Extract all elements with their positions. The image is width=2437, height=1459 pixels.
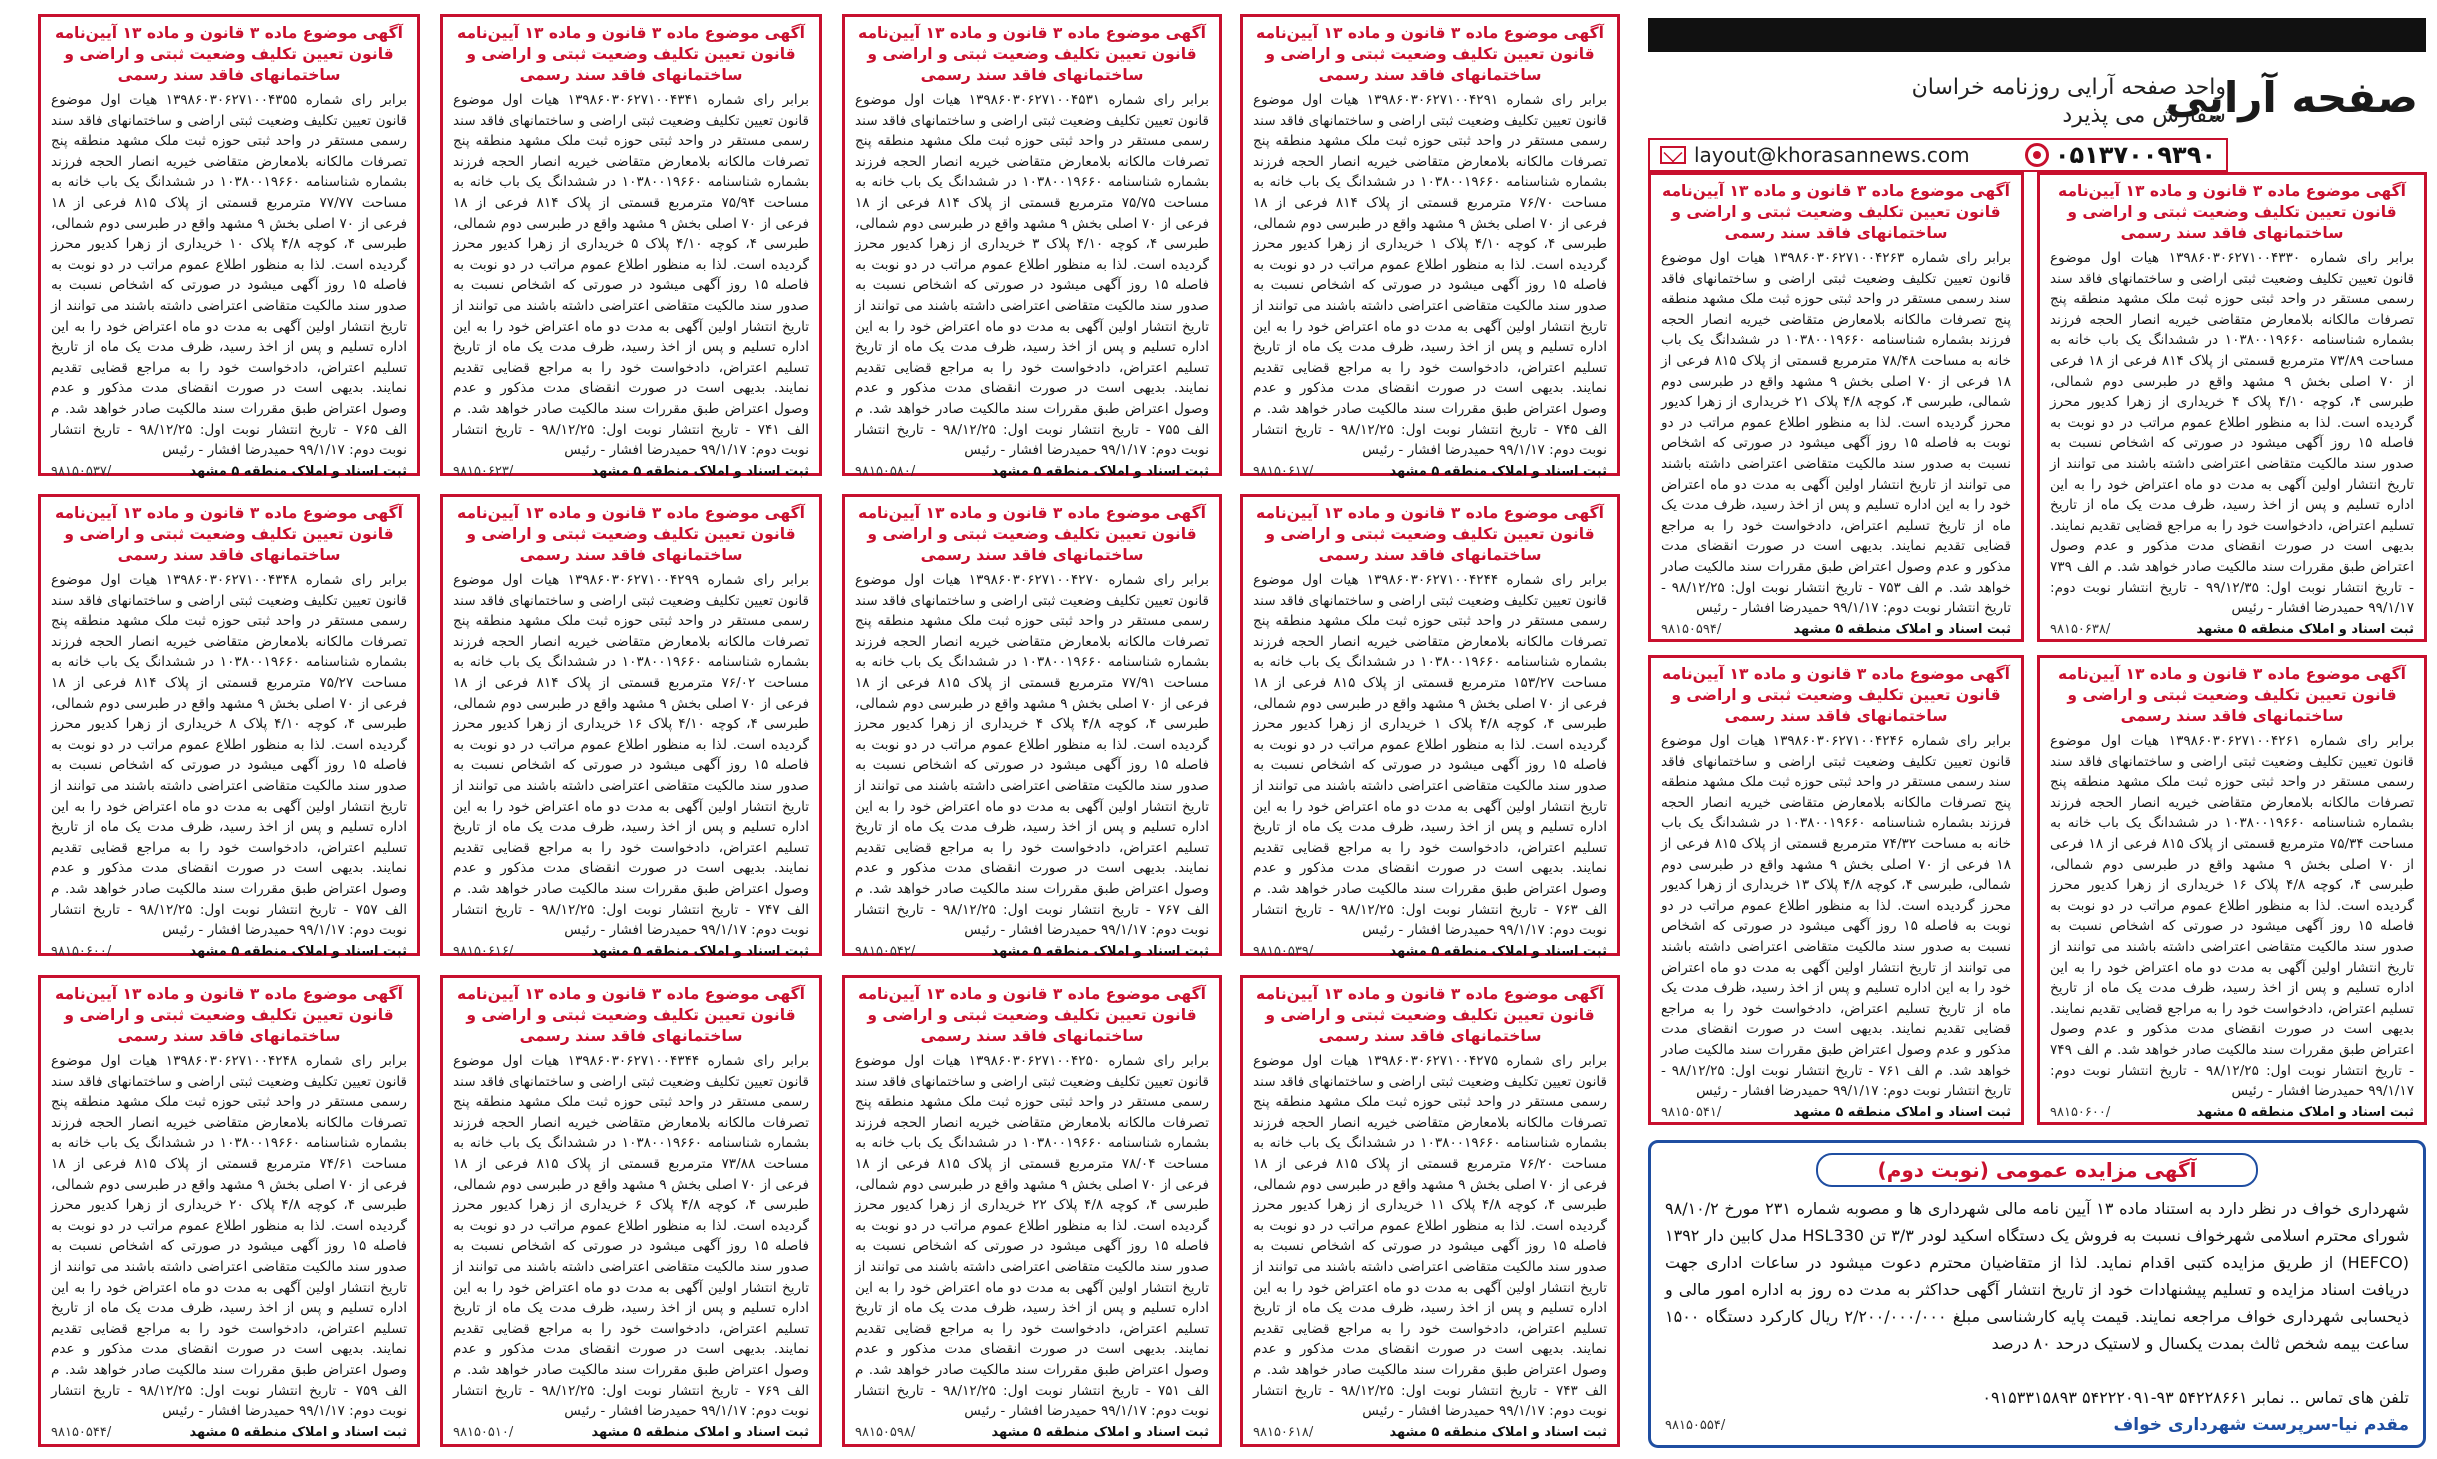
ad-box bbox=[1648, 172, 2024, 642]
ad-title: آگهی موضوع ماده ۳ قانون و ماده ۱۳ آیین‌نامه قانون تعیین تکلیف وضعیت ثبتی و اراضی و ساختمانهای فاقد سند رسمی bbox=[858, 985, 1206, 1045]
header-black-bar bbox=[1648, 18, 2426, 52]
ad-box bbox=[842, 975, 1222, 1447]
ad-box bbox=[440, 975, 822, 1447]
ad-title: آگهی موضوع ماده ۳ قانون و ماده ۱۳ آیین‌نامه قانون تعیین تکلیف وضعیت ثبتی و اراضی و ساختمانهای فاقد سند رسمی bbox=[858, 24, 1206, 84]
ad-box bbox=[38, 494, 420, 959]
ad-code: ۹۸۱۵۰۵۴۱/ bbox=[1661, 1104, 1722, 1120]
ad-code: ۹۸۱۵۰۵۳۷/ bbox=[51, 463, 112, 479]
ad-code: ۹۸۱۵۰۶۱۶/ bbox=[453, 943, 514, 959]
ad-footer bbox=[453, 1424, 809, 1442]
phone-icon bbox=[2025, 143, 2049, 167]
ad-issuer: ثبت اسناد و املاک منطقه ۵ مشهد bbox=[1389, 943, 1607, 959]
ad-footer bbox=[51, 463, 407, 481]
ad-body: برابر رای شماره ۱۳۹۸۶۰۳۰۶۲۷۱۰۰۴۲۹۹ هیات اول موضوع قانون تعیین تکلیف وضعیت ثبتی اراضی و ساختمانهای فاقد سند رسمی مستقر در واحد ثبتی حوزه ثبت ملک مشهد منطقه پنج تصرفات مالکانه بلامعارض متقاضی خیریه انصار الحجه فرزند بشماره شناسنامه ۱۰۳۸۰۰۱۹۶۶۰ در ششدانگ یک باب خانه به مساحت ۷۶/۰۲ مترمربع قسمتی از پلاک ۸۱۴ فرعی از ۱۸ فرعی از ۷۰ اصلی بخش ۹ مشهد واقع در طبرسی دوم شمالی، طبرسی ۴، کوچه ۴/۱۰ پلاک ۱۶ خریداری از زهرا کدیور محرز گردیده است. لذا به منظور اطلاع عموم مراتب در دو نوبت به فاصله ۱۵ روز آگهی میشود در صورتی که اشخاص نسبت به صدور سند مالکیت متقاضی اعتراضی داشته باشند می توانند از تاریخ انتشار اولین آگهی به مدت دو ماه اعتراض خود را به این اداره تسلیم و پس از اخذ رسید، ظرف مدت یک ماه از تاریخ تسلیم اعتراض، دادخواست خود را به مراجع قضایی تقدیم نمایند. بدیهی است در صورت انقضای مدت مذکور و عدم وصول اعتراض طبق مقررات سند مالکیت صادر خواهد شد. م الف ۷۴۷ - تاریخ انتشار نوبت اول: ۹۸/۱۲/۲۵ - تاریخ انتشار نوبت دوم: ۹۹/۱/۱۷ حمیدرضا افشار - رئیس bbox=[453, 572, 809, 939]
email-contact[interactable] bbox=[1660, 143, 1970, 167]
ad-code: ۹۸۱۵۰۵۹۸/ bbox=[855, 1424, 916, 1440]
ad-issuer: ثبت اسناد و املاک منطقه ۵ مشهد bbox=[991, 1424, 1209, 1440]
ad-title: آگهی موضوع ماده ۳ قانون و ماده ۱۳ آیین‌نامه قانون تعیین تکلیف وضعیت ثبتی و اراضی و ساختمانهای فاقد سند رسمی bbox=[1256, 24, 1604, 84]
ad-footer bbox=[1253, 463, 1607, 481]
ad-box bbox=[1240, 975, 1620, 1447]
ad-box bbox=[1648, 655, 2024, 1125]
ad-body: برابر رای شماره ۱۳۹۸۶۰۳۰۶۲۷۱۰۰۴۳۴۱ هیات اول موضوع قانون تعیین تکلیف وضعیت ثبتی اراضی و ساختمانهای فاقد سند رسمی مستقر در واحد ثبتی حوزه ثبت ملک مشهد منطقه پنج تصرفات مالکانه بلامعارض متقاضی خیریه انصار الحجه فرزند بشماره شناسنامه ۱۰۳۸۰۰۱۹۶۶۰ در ششدانگ یک باب خانه به مساحت ۷۵/۹۴ مترمربع قسمتی از پلاک ۸۱۴ فرعی از ۱۸ فرعی از ۷۰ اصلی بخش ۹ مشهد واقع در طبرسی دوم شمالی، طبرسی ۴، کوچه ۴/۱۰ پلاک ۵ خریداری از زهرا کدیور محرز گردیده است. لذا به منظور اطلاع عموم مراتب در دو نوبت به فاصله ۱۵ روز آگهی میشود در صورتی که اشخاص نسبت به صدور سند مالکیت متقاضی اعتراضی داشته باشند می توانند از تاریخ انتشار اولین آگهی به مدت دو ماه اعتراض خود را به این اداره تسلیم و پس از اخذ رسید، ظرف مدت یک ماه از تاریخ تسلیم اعتراض، دادخواست خود را به مراجع قضایی تقدیم نمایند. بدیهی است در صورت انقضای مدت مذکور و عدم وصول اعتراض طبق مقررات سند مالکیت صادر خواهد شد. م الف ۷۴۱ - تاریخ انتشار نوبت اول: ۹۸/۱۲/۲۵ - تاریخ انتشار نوبت دوم: ۹۹/۱/۱۷ حمیدرضا افشار - رئیس bbox=[453, 92, 809, 459]
auction-title-wrap bbox=[1665, 1153, 2409, 1187]
ad-body: برابر رای شماره ۱۳۹۸۶۰۳۰۶۲۷۱۰۰۴۲۶۱ هیات اول موضوع قانون تعیین تکلیف وضعیت ثبتی اراضی و ساختمانهای فاقد سند رسمی مستقر در واحد ثبتی حوزه ثبت ملک مشهد منطقه پنج تصرفات مالکانه بلامعارض متقاضی خیریه انصار الحجه فرزند بشماره شناسنامه ۱۰۳۸۰۰۱۹۶۶۰ در ششدانگ یک باب خانه به مساحت ۷۵/۳۴ مترمربع قسمتی از پلاک ۸۱۵ فرعی از ۱۸ فرعی از ۷۰ اصلی بخش ۹ مشهد واقع در طبرسی دوم شمالی، طبرسی ۴، کوچه ۴/۸ پلاک ۱۶ خریداری از زهرا کدیور محرز گردیده است. لذا به منظور اطلاع عموم مراتب در دو نوبت به فاصله ۱۵ روز آگهی میشود در صورتی که اشخاص نسبت به صدور سند مالکیت متقاضی اعتراضی داشته باشند می توانند از تاریخ انتشار اولین آگهی به مدت دو ماه اعتراض خود را به این اداره تسلیم و پس از اخذ رسید، ظرف مدت یک ماه از تاریخ تسلیم اعتراض، دادخواست خود را به مراجع قضایی تقدیم نمایند. بدیهی است در صورت انقضای مدت مذکور و عدم وصول اعتراض طبق مقررات سند مالکیت صادر خواهد شد. م الف ۷۴۹ - تاریخ انتشار نوبت اول: ۹۸/۱۲/۲۵ - تاریخ انتشار نوبت دوم: ۹۹/۱/۱۷ حمیدرضا افشار - رئیس bbox=[2050, 733, 2415, 1100]
ad-title: آگهی موضوع ماده ۳ قانون و ماده ۱۳ آیین‌نامه قانون تعیین تکلیف وضعیت ثبتی و اراضی و ساختمانهای فاقد سند رسمی bbox=[1256, 504, 1604, 564]
ad-issuer: ثبت اسناد و املاک منطقه ۵ مشهد bbox=[991, 943, 1209, 959]
ad-title: آگهی موضوع ماده ۳ قانون و ماده ۱۳ آیین‌نامه قانون تعیین تکلیف وضعیت ثبتی و اراضی و ساختمانهای فاقد سند رسمی bbox=[55, 985, 403, 1045]
ad-box bbox=[38, 14, 420, 479]
ad-box bbox=[2037, 172, 2427, 642]
ad-footer bbox=[1661, 621, 2011, 639]
ad-body: برابر رای شماره ۱۳۹۸۶۰۳۰۶۲۷۱۰۰۴۵۳۱ هیات اول موضوع قانون تعیین تکلیف وضعیت ثبتی اراضی و ساختمانهای فاقد سند رسمی مستقر در واحد ثبتی حوزه ثبت ملک مشهد منطقه پنج تصرفات مالکانه بلامعارض متقاضی خیریه انصار الحجه فرزند بشماره شناسنامه ۱۰۳۸۰۰۱۹۶۶۰ در ششدانگ یک باب خانه به مساحت ۷۵/۷۵ مترمربع قسمتی از پلاک ۸۱۴ فرعی از ۱۸ فرعی از ۷۰ اصلی بخش ۹ مشهد واقع در طبرسی دوم شمالی، طبرسی ۴، کوچه ۴/۱۰ پلاک ۳ خریداری از زهرا کدیور محرز گردیده است. لذا به منظور اطلاع عموم مراتب در دو نوبت به فاصله ۱۵ روز آگهی میشود در صورتی که اشخاص نسبت به صدور سند مالکیت متقاضی اعتراضی داشته باشند می توانند از تاریخ انتشار اولین آگهی به مدت دو ماه اعتراض خود را به این اداره تسلیم و پس از اخذ رسید، ظرف مدت یک ماه از تاریخ تسلیم اعتراض، دادخواست خود را به مراجع قضایی تقدیم نمایند. بدیهی است در صورت انقضای مدت مذکور و عدم وصول اعتراض طبق مقررات سند مالکیت صادر خواهد شد. م الف ۷۵۵ - تاریخ انتشار نوبت اول: ۹۸/۱۲/۲۵ - تاریخ انتشار نوبت دوم: ۹۹/۱/۱۷ حمیدرضا افشار - رئیس bbox=[855, 92, 1209, 459]
header-subtitle-line2: سفارش می پذیرد bbox=[2062, 103, 2226, 128]
ad-footer bbox=[1253, 1424, 1607, 1442]
ad-body: برابر رای شماره ۱۳۹۸۶۰۳۰۶۲۷۱۰۰۴۳۴۸ هیات اول موضوع قانون تعیین تکلیف وضعیت ثبتی اراضی و ساختمانهای فاقد سند رسمی مستقر در واحد ثبتی حوزه ثبت ملک مشهد منطقه پنج تصرفات مالکانه بلامعارض متقاضی خیریه انصار الحجه فرزند بشماره شناسنامه ۱۰۳۸۰۰۱۹۶۶۰ در ششدانگ یک باب خانه به مساحت ۷۵/۲۷ مترمربع قسمتی از پلاک ۸۱۴ فرعی از ۱۸ فرعی از ۷۰ اصلی بخش ۹ مشهد واقع در طبرسی دوم شمالی، طبرسی ۴، کوچه ۴/۱۰ پلاک ۸ خریداری از زهرا کدیور محرز گردیده است. لذا به منظور اطلاع عموم مراتب در دو نوبت به فاصله ۱۵ روز آگهی میشود در صورتی که اشخاص نسبت به صدور سند مالکیت متقاضی اعتراضی داشته باشند می توانند از تاریخ انتشار اولین آگهی به مدت دو ماه اعتراض خود را به این اداره تسلیم و پس از اخذ رسید، ظرف مدت یک ماه از تاریخ تسلیم اعتراض، دادخواست خود را به مراجع قضایی تقدیم نمایند. بدیهی است در صورت انقضای مدت مذکور و عدم وصول اعتراض طبق مقررات سند مالکیت صادر خواهد شد. م الف ۷۵۷ - تاریخ انتشار نوبت اول: ۹۸/۱۲/۲۵ - تاریخ انتشار نوبت دوم: ۹۹/۱/۱۷ حمیدرضا افشار - رئیس bbox=[51, 572, 407, 939]
mail-icon bbox=[1660, 146, 1686, 164]
ad-footer bbox=[855, 943, 1209, 961]
ad-issuer: ثبت اسناد و املاک منطقه ۵ مشهد bbox=[1389, 1424, 1607, 1440]
ad-issuer: ثبت اسناد و املاک منطقه ۵ مشهد bbox=[2196, 1104, 2414, 1120]
ad-issuer: ثبت اسناد و املاک منطقه ۵ مشهد bbox=[189, 943, 407, 959]
auction-code: ۹۸۱۵۰۵۵۴/ bbox=[1665, 1417, 1726, 1433]
ad-issuer: ثبت اسناد و املاک منطقه ۵ مشهد bbox=[189, 1424, 407, 1440]
ad-box bbox=[842, 494, 1222, 959]
auction-body: شهرداری خواف در نظر دارد به استناد ماده ۱۳ آیین نامه مالی شهرداری ها و مصوبه شماره ۲۳۱ مورخ ۹۸/۱۰/۲ شورای محترم اسلامی شهرخواف نسبت به فروش یک دستگاه اسکید لودر ۳/۳ تن HSL330 مدل کابین دار ۱۳۹۲ (HEFCO) از طریق مزایده کتبی اقدام نماید. لذا از متقاضیان محترم دعوت میشود در ساعات اداری جهت دریافت اسناد مزایده و تسلیم پیشنهادات خود از تاریخ انتشار آگهی حداکثر به مدت ده روز به اداره امور مالی و ذیحسابی شهرداری خواف مراجعه نمایند. قیمت پایه کارشناسی مبلغ ۲/۲۰۰/۰۰۰/۰۰۰ ریال کارکرد دستگاه ۱۵۰۰ ساعت بیمه شخص ثالث بمدت یکسال و لاستیک درحد ۸۰ درصد bbox=[1665, 1199, 2410, 1353]
ad-footer bbox=[855, 463, 1209, 481]
ad-title: آگهی موضوع ماده ۳ قانون و ماده ۱۳ آیین‌نامه قانون تعیین تکلیف وضعیت ثبتی و اراضی و ساختمانهای فاقد سند رسمی bbox=[55, 504, 403, 564]
phone-contact[interactable] bbox=[2025, 141, 2216, 169]
ad-issuer: ثبت اسناد و املاک منطقه ۵ مشهد bbox=[591, 1424, 809, 1440]
ad-box bbox=[1240, 14, 1620, 479]
ad-body: برابر رای شماره ۱۳۹۸۶۰۳۰۶۲۷۱۰۰۴۲۹۱ هیات اول موضوع قانون تعیین تکلیف وضعیت ثبتی اراضی و ساختمانهای فاقد سند رسمی مستقر در واحد ثبتی حوزه ثبت ملک مشهد منطقه پنج تصرفات مالکانه بلامعارض متقاضی خیریه انصار الحجه فرزند بشماره شناسنامه ۱۰۳۸۰۰۱۹۶۶۰ در ششدانگ یک باب خانه به مساحت ۷۶/۷۰ مترمربع قسمتی از پلاک ۸۱۴ فرعی از ۱۸ فرعی از ۷۰ اصلی بخش ۹ مشهد واقع در طبرسی دوم شمالی، طبرسی ۴، کوچه ۴/۱۰ پلاک ۱ خریداری از زهرا کدیور محرز گردیده است. لذا به منظور اطلاع عموم مراتب در دو نوبت به فاصله ۱۵ روز آگهی میشود در صورتی که اشخاص نسبت به صدور سند مالکیت متقاضی اعتراضی داشته باشند می توانند از تاریخ انتشار اولین آگهی به مدت دو ماه اعتراض خود را به این اداره تسلیم و پس از اخذ رسید، ظرف مدت یک ماه از تاریخ تسلیم اعتراض، دادخواست خود را به مراجع قضایی تقدیم نمایند. بدیهی است در صورت انقضای مدت مذکور و عدم وصول اعتراض طبق مقررات سند مالکیت صادر خواهد شد. م الف ۷۴۵ - تاریخ انتشار نوبت اول: ۹۸/۱۲/۲۵ - تاریخ انتشار نوبت دوم: ۹۹/۱/۱۷ حمیدرضا افشار - رئیس bbox=[1253, 92, 1607, 459]
ad-title: آگهی موضوع ماده ۳ قانون و ماده ۱۳ آیین‌نامه قانون تعیین تکلیف وضعیت ثبتی و اراضی و ساختمانهای فاقد سند رسمی bbox=[2058, 182, 2406, 242]
ad-title: آگهی موضوع ماده ۳ قانون و ماده ۱۳ آیین‌نامه قانون تعیین تکلیف وضعیت ثبتی و اراضی و ساختمانهای فاقد سند رسمی bbox=[55, 24, 403, 84]
ad-title: آگهی موضوع ماده ۳ قانون و ماده ۱۳ آیین‌نامه قانون تعیین تکلیف وضعیت ثبتی و اراضی و ساختمانهای فاقد سند رسمی bbox=[1662, 182, 2010, 242]
ad-title: آگهی موضوع ماده ۳ قانون و ماده ۱۳ آیین‌نامه قانون تعیین تکلیف وضعیت ثبتی و اراضی و ساختمانهای فاقد سند رسمی bbox=[1662, 665, 2010, 725]
ad-title: آگهی موضوع ماده ۳ قانون و ماده ۱۳ آیین‌نامه قانون تعیین تکلیف وضعیت ثبتی و اراضی و ساختمانهای فاقد سند رسمی bbox=[2058, 665, 2406, 725]
ad-box bbox=[842, 14, 1222, 479]
ad-code: ۹۸۱۵۰۵۸۰/ bbox=[855, 463, 916, 479]
ad-body: برابر رای شماره ۱۳۹۸۶۰۳۰۶۲۷۱۰۰۴۲۴۶ هیات اول موضوع قانون تعیین تکلیف وضعیت ثبتی اراضی و ساختمانهای فاقد سند رسمی مستقر در واحد ثبتی حوزه ثبت ملک مشهد منطقه پنج تصرفات مالکانه بلامعارض متقاضی خیریه انصار الحجه فرزند بشماره شناسنامه ۱۰۳۸۰۰۱۹۶۶۰ در ششدانگ یک باب خانه به مساحت ۷۴/۳۲ مترمربع قسمتی از پلاک ۸۱۵ فرعی از ۱۸ فرعی از ۷۰ اصلی بخش ۹ مشهد واقع در طبرسی دوم شمالی، طبرسی ۴، کوچه ۴/۸ پلاک ۱۳ خریداری از زهرا کدیور محرز گردیده است. لذا به منظور اطلاع عموم مراتب در دو نوبت به فاصله ۱۵ روز آگهی میشود در صورتی که اشخاص نسبت به صدور سند مالکیت متقاضی اعتراضی داشته باشند می توانند از تاریخ انتشار اولین آگهی به مدت دو ماه اعتراض خود را به این اداره تسلیم و پس از اخذ رسید، ظرف مدت یک ماه از تاریخ تسلیم اعتراض، دادخواست خود را به مراجع قضایی تقدیم نمایند. بدیهی است در صورت انقضای مدت مذکور و عدم وصول اعتراض طبق مقررات سند مالکیت صادر خواهد شد. م الف ۷۶۱ - تاریخ انتشار نوبت اول: ۹۸/۱۲/۲۵ - تاریخ انتشار نوبت دوم: ۹۹/۱/۱۷ حمیدرضا افشار - رئیس bbox=[1661, 733, 2011, 1100]
ad-issuer: ثبت اسناد و املاک منطقه ۵ مشهد bbox=[991, 463, 1209, 479]
ad-body: برابر رای شماره ۱۳۹۸۶۰۳۰۶۲۷۱۰۰۴۲۴۴ هیات اول موضوع قانون تعیین تکلیف وضعیت ثبتی اراضی و ساختمانهای فاقد سند رسمی مستقر در واحد ثبتی حوزه ثبت ملک مشهد منطقه پنج تصرفات مالکانه بلامعارض متقاضی خیریه انصار الحجه فرزند بشماره شناسنامه ۱۰۳۸۰۰۱۹۶۶۰ در ششدانگ یک باب خانه به مساحت ۱۵۳/۲۷ مترمربع قسمتی از پلاک ۸۱۵ فرعی از ۱۸ فرعی از ۷۰ اصلی بخش ۹ مشهد واقع در طبرسی دوم شمالی، طبرسی ۴، کوچه ۴/۸ پلاک ۱ خریداری از زهرا کدیور محرز گردیده است. لذا به منظور اطلاع عموم مراتب در دو نوبت به فاصله ۱۵ روز آگهی میشود در صورتی که اشخاص نسبت به صدور سند مالکیت متقاضی اعتراضی داشته باشند می توانند از تاریخ انتشار اولین آگهی به مدت دو ماه اعتراض خود را به این اداره تسلیم و پس از اخذ رسید، ظرف مدت یک ماه از تاریخ تسلیم اعتراض، دادخواست خود را به مراجع قضایی تقدیم نمایند. بدیهی است در صورت انقضای مدت مذکور و عدم وصول اعتراض طبق مقررات سند مالکیت صادر خواهد شد. م الف ۷۶۳ - تاریخ انتشار نوبت اول: ۹۸/۱۲/۲۵ - تاریخ انتشار نوبت دوم: ۹۹/۱/۱۷ حمیدرضا افشار - رئیس bbox=[1253, 572, 1608, 939]
ad-footer bbox=[855, 1424, 1209, 1442]
ad-issuer: ثبت اسناد و املاک منطقه ۵ مشهد bbox=[1389, 463, 1607, 479]
header-title: صفحه آرایی bbox=[2165, 73, 2418, 122]
ad-body: برابر رای شماره ۱۳۹۸۶۰۳۰۶۲۷۱۰۰۴۲۵۰ هیات اول موضوع قانون تعیین تکلیف وضعیت ثبتی اراضی و ساختمانهای فاقد سند رسمی مستقر در واحد ثبتی حوزه ثبت ملک مشهد منطقه پنج تصرفات مالکانه بلامعارض متقاضی خیریه انصار الحجه فرزند بشماره شناسنامه ۱۰۳۸۰۰۱۹۶۶۰ در ششدانگ یک باب خانه به مساحت ۷۸/۰۴ مترمربع قسمتی از پلاک ۸۱۵ فرعی از ۱۸ فرعی از ۷۰ اصلی بخش ۹ مشهد واقع در طبرسی دوم شمالی، طبرسی ۴، کوچه ۴/۸ پلاک ۲۲ خریداری از زهرا کدیور محرز گردیده است. لذا به منظور اطلاع عموم مراتب در دو نوبت به فاصله ۱۵ روز آگهی میشود در صورتی که اشخاص نسبت به صدور سند مالکیت متقاضی اعتراضی داشته باشند می توانند از تاریخ انتشار اولین آگهی به مدت دو ماه اعتراض خود را به این اداره تسلیم و پس از اخذ رسید، ظرف مدت یک ماه از تاریخ تسلیم اعتراض، دادخواست خود را به مراجع قضایی تقدیم نمایند. بدیهی است در صورت انقضای مدت مذکور و عدم وصول اعتراض طبق مقررات سند مالکیت صادر خواهد شد. م الف ۷۵۱ - تاریخ انتشار نوبت اول: ۹۸/۱۲/۲۵ - تاریخ انتشار نوبت دوم: ۹۹/۱/۱۷ حمیدرضا افشار - رئیس bbox=[855, 1053, 1209, 1420]
ad-code: ۹۸۱۵۰۵۳۹/ bbox=[1253, 943, 1314, 959]
ad-code: ۹۸۱۵۰۶۰۰/ bbox=[2050, 1104, 2111, 1120]
phone-number[interactable]: ۰۵۱۳۷۰۰۹۳۹۰ bbox=[2054, 141, 2216, 169]
ad-code: ۹۸۱۵۰۵۹۴/ bbox=[1661, 621, 1722, 637]
ad-body: برابر رای شماره ۱۳۹۸۶۰۳۰۶۲۷۱۰۰۴۲۷۰ هیات اول موضوع قانون تعیین تکلیف وضعیت ثبتی اراضی و ساختمانهای فاقد سند رسمی مستقر در واحد ثبتی حوزه ثبت ملک مشهد منطقه پنج تصرفات مالکانه بلامعارض متقاضی خیریه انصار الحجه فرزند بشماره شناسنامه ۱۰۳۸۰۰۱۹۶۶۰ در ششدانگ یک باب خانه به مساحت ۷۷/۹۱ مترمربع قسمتی از پلاک ۸۱۵ فرعی از ۱۸ فرعی از ۷۰ اصلی بخش ۹ مشهد واقع در طبرسی دوم شمالی، طبرسی ۴، کوچه ۴/۸ پلاک ۴ خریداری از زهرا کدیور محرز گردیده است. لذا به منظور اطلاع عموم مراتب در دو نوبت به فاصله ۱۵ روز آگهی میشود در صورتی که اشخاص نسبت به صدور سند مالکیت متقاضی اعتراضی داشته باشند می توانند از تاریخ انتشار اولین آگهی به مدت دو ماه اعتراض خود را به این اداره تسلیم و پس از اخذ رسید، ظرف مدت یک ماه از تاریخ تسلیم اعتراض، دادخواست خود را به مراجع قضایی تقدیم نمایند. بدیهی است در صورت انقضای مدت مذکور و عدم وصول اعتراض طبق مقررات سند مالکیت صادر خواهد شد. م الف ۷۶۷ - تاریخ انتشار نوبت اول: ۹۸/۱۲/۲۵ - تاریخ انتشار نوبت دوم: ۹۹/۱/۱۷ حمیدرضا افشار - رئیس bbox=[855, 572, 1209, 939]
ad-title: آگهی موضوع ماده ۳ قانون و ماده ۱۳ آیین‌نامه قانون تعیین تکلیف وضعیت ثبتی و اراضی و ساختمانهای فاقد سند رسمی bbox=[457, 985, 805, 1045]
ad-title: آگهی موضوع ماده ۳ قانون و ماده ۱۳ آیین‌نامه قانون تعیین تکلیف وضعیت ثبتی و اراضی و ساختمانهای فاقد سند رسمی bbox=[457, 24, 805, 84]
ad-footer bbox=[51, 1424, 407, 1442]
ad-title: آگهی موضوع ماده ۳ قانون و ماده ۱۳ آیین‌نامه قانون تعیین تکلیف وضعیت ثبتی و اراضی و ساختمانهای فاقد سند رسمی bbox=[457, 504, 805, 564]
ad-body: برابر رای شماره ۱۳۹۸۶۰۳۰۶۲۷۱۰۰۴۲۶۳ هیات اول موضوع قانون تعیین تکلیف وضعیت ثبتی اراضی و ساختمانهای فاقد سند رسمی مستقر در واحد ثبتی حوزه ثبت ملک مشهد منطقه پنج تصرفات مالکانه بلامعارض متقاضی خیریه انصار الحجه فرزند بشماره شناسنامه ۱۰۳۸۰۰۱۹۶۶۰ در ششدانگ یک باب خانه به مساحت ۷۸/۴۸ مترمربع قسمتی از پلاک ۸۱۵ فرعی از ۱۸ فرعی از ۷۰ اصلی بخش ۹ مشهد واقع در طبرسی دوم شمالی، طبرسی ۴، کوچه ۴/۸ پلاک ۲۱ خریداری از زهرا کدیور محرز گردیده است. لذا به منظور اطلاع عموم مراتب در دو نوبت به فاصله ۱۵ روز آگهی میشود در صورتی که اشخاص نسبت به صدور سند مالکیت متقاضی اعتراضی داشته باشند می توانند از تاریخ انتشار اولین آگهی به مدت دو ماه اعتراض خود را به این اداره تسلیم و پس از اخذ رسید، ظرف مدت یک ماه از تاریخ تسلیم اعتراض، دادخواست خود را به مراجع قضایی تقدیم نمایند. بدیهی است در صورت انقضای مدت مذکور و عدم وصول اعتراض طبق مقررات سند مالکیت صادر خواهد شد. م الف ۷۵۳ - تاریخ انتشار نوبت اول: ۹۸/۱۲/۲۵ - تاریخ انتشار نوبت دوم: ۹۹/۱/۱۷ حمیدرضا افشار - رئیس bbox=[1661, 250, 2011, 617]
ad-box bbox=[2037, 655, 2427, 1125]
ad-issuer: ثبت اسناد و املاک منطقه ۵ مشهد bbox=[591, 463, 809, 479]
auction-signature: مقدم نیا-سرپرست شهرداری خواف bbox=[2113, 1415, 2409, 1435]
ad-footer bbox=[2050, 621, 2414, 639]
ad-issuer: ثبت اسناد و املاک منطقه ۵ مشهد bbox=[2196, 621, 2414, 637]
ad-body: برابر رای شماره ۱۳۹۸۶۰۳۰۶۲۷۱۰۰۴۲۴۸ هیات اول موضوع قانون تعیین تکلیف وضعیت ثبتی اراضی و ساختمانهای فاقد سند رسمی مستقر در واحد ثبتی حوزه ثبت ملک مشهد منطقه پنج تصرفات مالکانه بلامعارض متقاضی خیریه انصار الحجه فرزند بشماره شناسنامه ۱۰۳۸۰۰۱۹۶۶۰ در ششدانگ یک باب خانه به مساحت ۷۴/۶۱ مترمربع قسمتی از پلاک ۸۱۵ فرعی از ۱۸ فرعی از ۷۰ اصلی بخش ۹ مشهد واقع در طبرسی دوم شمالی، طبرسی ۴، کوچه ۴/۸ پلاک ۲۰ خریداری از زهرا کدیور محرز گردیده است. لذا به منظور اطلاع عموم مراتب در دو نوبت به فاصله ۱۵ روز آگهی میشود در صورتی که اشخاص نسبت به صدور سند مالکیت متقاضی اعتراضی داشته باشند می توانند از تاریخ انتشار اولین آگهی به مدت دو ماه اعتراض خود را به این اداره تسلیم و پس از اخذ رسید، ظرف مدت یک ماه از تاریخ تسلیم اعتراض، دادخواست خود را به مراجع قضایی تقدیم نمایند. بدیهی است در صورت انقضای مدت مذکور و عدم وصول اعتراض طبق مقررات سند مالکیت صادر خواهد شد. م الف ۷۵۹ - تاریخ انتشار نوبت اول: ۹۸/۱۲/۲۵ - تاریخ انتشار نوبت دوم: ۹۹/۱/۱۷ حمیدرضا افشار - رئیس bbox=[51, 1053, 407, 1420]
ad-code: ۹۸۱۵۰۶۳۸/ bbox=[2050, 621, 2111, 637]
ad-box bbox=[38, 975, 420, 1447]
ad-code: ۹۸۱۵۰۶۲۳/ bbox=[453, 463, 514, 479]
header-subtitle-line1: واحد صفحه آرایی روزنامه خراسان bbox=[1911, 75, 2226, 100]
ad-title: آگهی موضوع ماده ۳ قانون و ماده ۱۳ آیین‌نامه قانون تعیین تکلیف وضعیت ثبتی و اراضی و ساختمانهای فاقد سند رسمی bbox=[858, 504, 1206, 564]
layout-service-header bbox=[1648, 18, 2426, 169]
ad-issuer: ثبت اسناد و املاک منطقه ۵ مشهد bbox=[189, 463, 407, 479]
auction-notice bbox=[1648, 1140, 2426, 1448]
ad-code: ۹۸۱۵۰۶۱۷/ bbox=[1253, 463, 1314, 479]
email-address[interactable]: layout@khorasannews.com bbox=[1694, 143, 1970, 167]
ad-footer bbox=[2050, 1104, 2414, 1122]
ad-box bbox=[1240, 494, 1620, 959]
ad-issuer: ثبت اسناد و املاک منطقه ۵ مشهد bbox=[1793, 621, 2011, 637]
ad-body: برابر رای شماره ۱۳۹۸۶۰۳۰۶۲۷۱۰۰۴۳۳۰ هیات اول موضوع قانون تعیین تکلیف وضعیت ثبتی اراضی و ساختمانهای فاقد سند رسمی مستقر در واحد ثبتی حوزه ثبت ملک مشهد منطقه پنج تصرفات مالکانه بلامعارض متقاضی خیریه انصار الحجه فرزند بشماره شناسنامه ۱۰۳۸۰۰۱۹۶۶۰ در ششدانگ یک باب خانه به مساحت ۷۳/۸۹ مترمربع قسمتی از پلاک ۸۱۴ فرعی از ۱۸ فرعی از ۷۰ اصلی بخش ۹ مشهد واقع در طبرسی دوم شمالی، طبرسی ۴، کوچه ۴/۱۰ پلاک ۴ خریداری از زهرا کدیور محرز گردیده است. لذا به منظور اطلاع عموم مراتب در دو نوبت به فاصله ۱۵ روز آگهی میشود در صورتی که اشخاص نسبت به صدور سند مالکیت متقاضی اعتراضی داشته باشند می توانند از تاریخ انتشار اولین آگهی به مدت دو ماه اعتراض خود را به این اداره تسلیم و پس از اخذ رسید، ظرف مدت یک ماه از تاریخ تسلیم اعتراض، دادخواست خود را به مراجع قضایی تقدیم نمایند. بدیهی است در صورت انقضای مدت مذکور و عدم وصول اعتراض طبق مقررات سند مالکیت صادر خواهد شد. م الف ۷۳۹ - تاریخ انتشار نوبت اول: ۹۹/۱۲/۳۵ - تاریخ انتشار نوبت دوم: ۹۹/۱/۱۷ حمیدرضا افشار - رئیس bbox=[2050, 250, 2415, 617]
ad-footer bbox=[1661, 1104, 2011, 1122]
ad-body: برابر رای شماره ۱۳۹۸۶۰۳۰۶۲۷۱۰۰۴۳۵۵ هیات اول موضوع قانون تعیین تکلیف وضعیت ثبتی اراضی و ساختمانهای فاقد سند رسمی مستقر در واحد ثبتی حوزه ثبت ملک مشهد منطقه پنج تصرفات مالکانه بلامعارض متقاضی خیریه انصار الحجه فرزند بشماره شناسنامه ۱۰۳۸۰۰۱۹۶۶۰ در ششدانگ یک باب خانه به مساحت ۷۷/۷۷ مترمربع قسمتی از پلاک ۸۱۵ فرعی از ۱۸ فرعی از ۷۰ اصلی بخش ۹ مشهد واقع در طبرسی دوم شمالی، طبرسی ۴، کوچه ۴/۸ پلاک ۱۰ خریداری از زهرا کدیور محرز گردیده است. لذا به منظور اطلاع عموم مراتب در دو نوبت به فاصله ۱۵ روز آگهی میشود در صورتی که اشخاص نسبت به صدور سند مالکیت متقاضی اعتراضی داشته باشند می توانند از تاریخ انتشار اولین آگهی به مدت دو ماه اعتراض خود را به این اداره تسلیم و پس از اخذ رسید، ظرف مدت یک ماه از تاریخ تسلیم اعتراض، دادخواست خود را به مراجع قضایی تقدیم نمایند. بدیهی است در صورت انقضای مدت مذکور و عدم وصول اعتراض طبق مقررات سند مالکیت صادر خواهد شد. م الف ۷۶۵ - تاریخ انتشار نوبت اول: ۹۸/۱۲/۲۵ - تاریخ انتشار نوبت دوم: ۹۹/۱/۱۷ حمیدرضا افشار - رئیس bbox=[51, 92, 407, 459]
auction-title: آگهی مزایده عمومی (نوبت دوم) bbox=[1816, 1153, 2259, 1187]
ad-footer bbox=[453, 463, 809, 481]
ad-body: برابر رای شماره ۱۳۹۸۶۰۳۰۶۲۷۱۰۰۴۲۷۵ هیات اول موضوع قانون تعیین تکلیف وضعیت ثبتی اراضی و ساختمانهای فاقد سند رسمی مستقر در واحد ثبتی حوزه ثبت ملک مشهد منطقه پنج تصرفات مالکانه بلامعارض متقاضی خیریه انصار الحجه فرزند بشماره شناسنامه ۱۰۳۸۰۰۱۹۶۶۰ در ششدانگ یک باب خانه به مساحت ۷۶/۲۰ مترمربع قسمتی از پلاک ۸۱۵ فرعی از ۱۸ فرعی از ۷۰ اصلی بخش ۹ مشهد واقع در طبرسی دوم شمالی، طبرسی ۴، کوچه ۴/۸ پلاک ۱۱ خریداری از زهرا کدیور محرز گردیده است. لذا به منظور اطلاع عموم مراتب در دو نوبت به فاصله ۱۵ روز آگهی میشود در صورتی که اشخاص نسبت به صدور سند مالکیت متقاضی اعتراضی داشته باشند می توانند از تاریخ انتشار اولین آگهی به مدت دو ماه اعتراض خود را به این اداره تسلیم و پس از اخذ رسید، ظرف مدت یک ماه از تاریخ تسلیم اعتراض، دادخواست خود را به مراجع قضایی تقدیم نمایند. بدیهی است در صورت انقضای مدت مذکور و عدم وصول اعتراض طبق مقررات سند مالکیت صادر خواهد شد. م الف ۷۴۳ - تاریخ انتشار نوبت اول: ۹۸/۱۲/۲۵ - تاریخ انتشار نوبت دوم: ۹۹/۱/۱۷ حمیدرضا افشار - رئیس bbox=[1253, 1053, 1607, 1420]
ad-code: ۹۸۱۵۰۶۰۰/ bbox=[51, 943, 112, 959]
header-contact-bar bbox=[1648, 138, 2228, 172]
ad-code: ۹۸۱۵۰۵۴۲/ bbox=[855, 943, 916, 959]
ad-box bbox=[440, 494, 822, 959]
ad-code: ۹۸۱۵۰۵۴۴/ bbox=[51, 1424, 112, 1440]
ad-title: آگهی موضوع ماده ۳ قانون و ماده ۱۳ آیین‌نامه قانون تعیین تکلیف وضعیت ثبتی و اراضی و ساختمانهای فاقد سند رسمی bbox=[1256, 985, 1604, 1045]
ad-code: ۹۸۱۵۰۶۱۸/ bbox=[1253, 1424, 1314, 1440]
ad-box bbox=[440, 14, 822, 479]
auction-footer bbox=[1665, 1415, 2409, 1435]
ad-footer bbox=[1253, 943, 1607, 961]
ad-footer bbox=[453, 943, 809, 961]
auction-phones: تلفن های تماس .. نمابر ۵۴۲۲۸۶۶۱ ۹۳-۵۴۲۲۲۰۹۱ ۰۹۱۵۳۳۱۵۸۹۳ bbox=[1982, 1388, 2409, 1407]
ad-issuer: ثبت اسناد و املاک منطقه ۵ مشهد bbox=[591, 943, 809, 959]
ad-code: ۹۸۱۵۰۵۱۰/ bbox=[453, 1424, 514, 1440]
ad-footer bbox=[51, 943, 407, 961]
ad-body: برابر رای شماره ۱۳۹۸۶۰۳۰۶۲۷۱۰۰۴۳۴۴ هیات اول موضوع قانون تعیین تکلیف وضعیت ثبتی اراضی و ساختمانهای فاقد سند رسمی مستقر در واحد ثبتی حوزه ثبت ملک مشهد منطقه پنج تصرفات مالکانه بلامعارض متقاضی خیریه انصار الحجه فرزند بشماره شناسنامه ۱۰۳۸۰۰۱۹۶۶۰ در ششدانگ یک باب خانه به مساحت ۷۳/۸۸ مترمربع قسمتی از پلاک ۸۱۵ فرعی از ۱۸ فرعی از ۷۰ اصلی بخش ۹ مشهد واقع در طبرسی دوم شمالی، طبرسی ۴، کوچه ۴/۸ پلاک ۶ خریداری از زهرا کدیور محرز گردیده است. لذا به منظور اطلاع عموم مراتب در دو نوبت به فاصله ۱۵ روز آگهی میشود در صورتی که اشخاص نسبت به صدور سند مالکیت متقاضی اعتراضی داشته باشند می توانند از تاریخ انتشار اولین آگهی به مدت دو ماه اعتراض خود را به این اداره تسلیم و پس از اخذ رسید، ظرف مدت یک ماه از تاریخ تسلیم اعتراض، دادخواست خود را به مراجع قضایی تقدیم نمایند. بدیهی است در صورت انقضای مدت مذکور و عدم وصول اعتراض طبق مقررات سند مالکیت صادر خواهد شد. م الف ۷۶۹ - تاریخ انتشار نوبت اول: ۹۸/۱۲/۲۵ - تاریخ انتشار نوبت دوم: ۹۹/۱/۱۷ حمیدرضا افشار - رئیس bbox=[453, 1053, 809, 1420]
ad-issuer: ثبت اسناد و املاک منطقه ۵ مشهد bbox=[1793, 1104, 2011, 1120]
